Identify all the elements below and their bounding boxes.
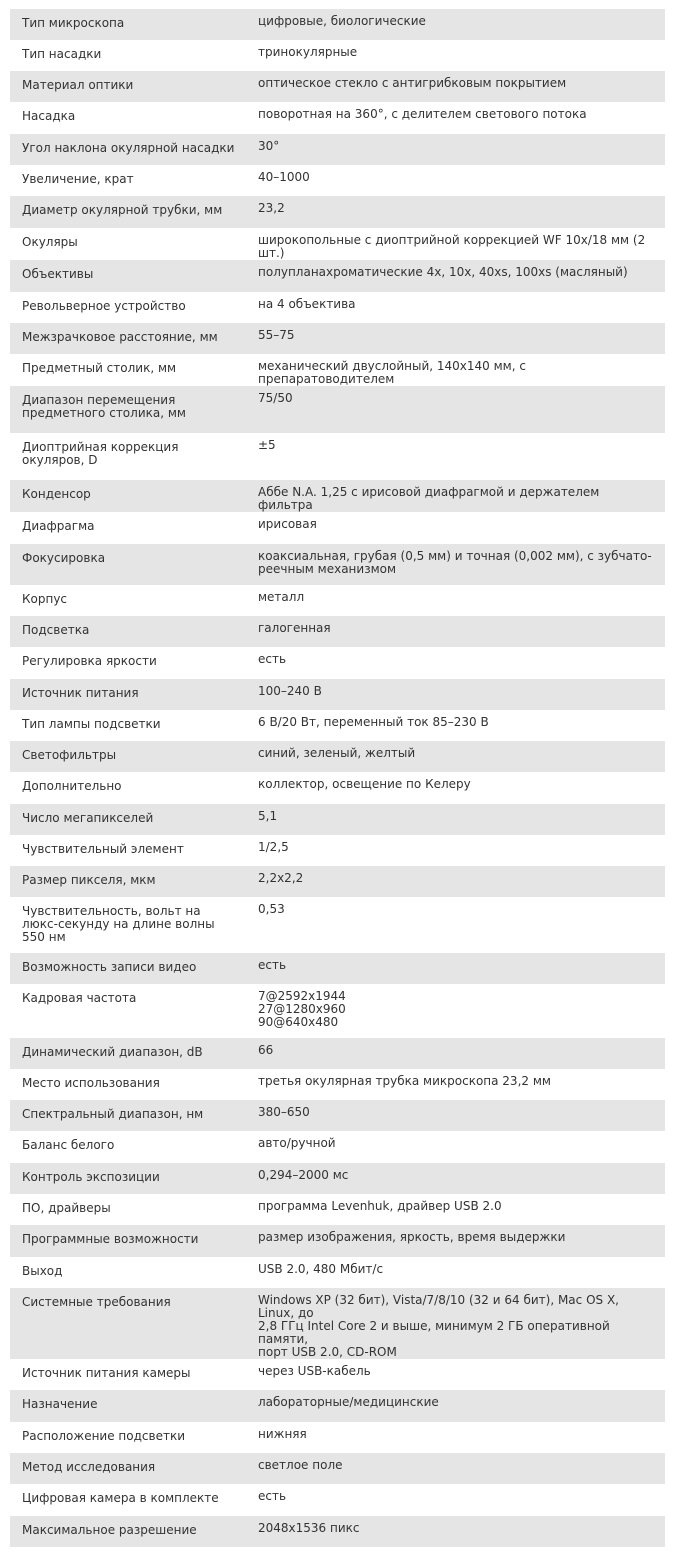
spec-value: 1/2,5 [258,840,289,854]
spec-value: 7@2592x1944 27@1280x960 90@640x480 [258,989,346,1029]
spec-value-cell [247,772,665,804]
spec-label: Выход [22,1264,63,1278]
spec-label-cell [10,679,247,710]
spec-label: Регулировка яркости [22,654,157,668]
spec-label-cell [10,835,247,866]
spec-row [10,1069,665,1100]
spec-row [10,953,665,984]
spec-value: нижняя [258,1427,307,1441]
spec-label: Диафрагма [22,519,95,533]
spec-label-cell [10,897,247,953]
spec-value: 75/50 [258,391,293,405]
spec-value: 55–75 [258,328,295,342]
spec-value: есть [258,1489,287,1503]
spec-label: Баланс белого [22,1138,115,1152]
spec-row [10,228,665,260]
spec-row [10,1516,665,1547]
spec-value: USB 2.0, 480 Мбит/с [258,1262,384,1276]
spec-label: Контроль экспозиции [22,1170,160,1184]
spec-label: Диаметр окулярной трубки, мм [22,203,223,217]
spec-row [10,647,665,679]
spec-label-cell [10,616,247,647]
spec-label: Револьверное устройство [22,299,186,313]
spec-value-cell [247,804,665,835]
spec-row [10,984,665,1038]
spec-row [10,772,665,804]
spec-label-cell [10,1422,247,1453]
spec-value-cell [247,1257,665,1288]
spec-value: ирисовая [258,517,317,531]
spec-row [10,1390,665,1422]
spec-label: Конденсор [22,487,91,501]
spec-value: Windows XP (32 бит), Vista/7/8/10 (32 и 64 бит), Mac OS X, Linux, до 2,8 ГГц Intel Core 2 и выше, минимум 2 ГБ оперативной памяти, порт USB 2.0, CD-ROM [258,1293,619,1359]
spec-label-cell [10,1257,247,1288]
spec-label-cell [10,953,247,984]
spec-label: Размер пикселя, мкм [22,873,156,887]
spec-value-cell [247,1100,665,1131]
spec-label: Тип лампы подсветки [22,717,161,731]
spec-label: Диапазон перемещения предметного столика, мм [22,393,186,420]
spec-label: Корпус [22,592,68,606]
spec-label: Программные возможности [22,1232,199,1246]
spec-label: Расположение подсветки [22,1429,185,1443]
spec-label-cell [10,1163,247,1194]
spec-value-cell [247,953,665,984]
spec-row [10,1163,665,1194]
spec-value: металл [258,590,305,604]
spec-label: Источник питания [22,686,139,700]
spec-row [10,835,665,866]
spec-row [10,260,665,292]
spec-value-cell [247,1194,665,1225]
spec-label: Угол наклона окулярной насадки [22,141,235,155]
spec-label-cell [10,1516,247,1547]
spec-label-cell [10,585,247,616]
spec-row [10,433,665,480]
spec-label: Возможность записи видео [22,960,197,974]
spec-value: 66 [258,1043,274,1057]
spec-row [10,616,665,647]
spec-label: Цифровая камера в комплекте [22,1491,219,1505]
spec-value: авто/ручной [258,1136,336,1150]
spec-row [10,1453,665,1484]
spec-value-cell [247,9,665,40]
spec-value-cell [247,292,665,323]
spec-row [10,1131,665,1163]
spec-label-cell [10,1390,247,1422]
spec-label: Подсветка [22,623,90,637]
spec-value-cell [247,354,665,386]
spec-value: светлое поле [258,1458,343,1472]
specifications-table [10,9,665,1547]
spec-value: ±5 [258,438,276,452]
spec-value-cell [247,1359,665,1390]
spec-label: Окуляры [22,235,78,249]
spec-label: Фокусировка [22,551,106,565]
spec-value: 2048x1536 пикс [258,1521,360,1535]
spec-label-cell [10,134,247,165]
spec-label: Светофильтры [22,748,117,762]
spec-value-cell [247,897,665,953]
spec-label-cell [10,772,247,804]
spec-row [10,102,665,134]
specifications-body [10,9,665,1547]
spec-value: лабораторные/медицинские [258,1395,439,1409]
spec-label-cell [10,710,247,741]
spec-label-cell [10,544,247,585]
spec-row [10,866,665,897]
spec-label-cell [10,1100,247,1131]
spec-value: тринокулярные [258,45,358,59]
spec-value-cell [247,647,665,679]
spec-label-cell [10,196,247,228]
spec-label-cell [10,647,247,679]
spec-label-cell [10,292,247,323]
spec-label: Материал оптики [22,78,134,92]
spec-row [10,710,665,741]
spec-value: поворотная на 360°, с делителем светового потока [258,107,587,121]
spec-row [10,1225,665,1257]
spec-label-cell [10,40,247,71]
spec-label: Источник питания камеры [22,1366,191,1380]
spec-value-cell [247,228,665,260]
spec-label-cell [10,1225,247,1257]
spec-label: Увеличение, крат [22,172,134,186]
spec-value: Аббе N.A. 1,25 с ирисовой диафрагмой и держателем фильтра [258,485,600,512]
spec-label: Межзрачковое расстояние, мм [22,330,218,344]
spec-label-cell [10,1194,247,1225]
spec-label-cell [10,71,247,102]
spec-label-cell [10,1359,247,1390]
spec-label-cell [10,433,247,480]
spec-value-cell [247,480,665,512]
spec-value: широкопольные с диоптрийной коррекцией WF 10x/18 мм (2 шт.) [258,233,646,260]
spec-value: 380–650 [258,1105,310,1119]
spec-label: Дополнительно [22,779,122,793]
spec-value-cell [247,512,665,544]
spec-value: программа Levenhuk, драйвер USB 2.0 [258,1199,502,1213]
spec-row [10,897,665,953]
spec-label-cell [10,260,247,292]
spec-value-cell [247,165,665,196]
spec-label-cell [10,1288,247,1359]
spec-value: оптическое стекло с антигрибковым покрытием [258,76,567,90]
spec-value-cell [247,1038,665,1069]
spec-value: 30° [258,139,280,153]
spec-value: 2,2x2,2 [258,871,304,885]
spec-label-cell [10,866,247,897]
spec-label-cell [10,228,247,260]
spec-value-cell [247,679,665,710]
spec-label: Диоптрийная коррекция окуляров, D [22,440,179,467]
spec-row [10,1038,665,1069]
spec-label: Место использования [22,1076,160,1090]
spec-label: Тип микроскопа [22,16,125,30]
spec-value: полупланахроматические 4x, 10x, 40xs, 100xs (масляный) [258,265,628,279]
spec-value: механический двуслойный, 140x140 мм, с препаратоводителем [258,359,526,386]
spec-value-cell [247,1163,665,1194]
spec-value-cell [247,1484,665,1516]
spec-value: есть [258,958,287,972]
spec-label-cell [10,386,247,433]
spec-value-cell [247,196,665,228]
spec-value: размер изображения, яркость, время выдержки [258,1230,566,1244]
spec-value: 40–1000 [258,170,310,184]
spec-value: синий, зеленый, желтый [258,746,416,760]
spec-value: галогенная [258,621,331,635]
spec-row [10,196,665,228]
spec-value: коаксиальная, грубая (0,5 мм) и точная (0,002 мм), с зубчато- реечным механизмом [258,549,652,576]
spec-row [10,512,665,544]
spec-row [10,71,665,102]
spec-row [10,40,665,71]
spec-row [10,1484,665,1516]
spec-label-cell [10,804,247,835]
spec-row [10,1422,665,1453]
spec-value: 100–240 В [258,684,322,698]
spec-value: 23,2 [258,201,285,215]
spec-label-cell [10,1484,247,1516]
spec-label-cell [10,480,247,512]
spec-value-cell [247,984,665,1038]
spec-row [10,134,665,165]
spec-value-cell [247,1288,665,1359]
spec-row [10,1100,665,1131]
spec-label: Насадка [22,109,76,123]
spec-value: коллектор, освещение по Келеру [258,777,471,791]
spec-value-cell [247,323,665,354]
spec-row [10,9,665,40]
spec-value: через USB-кабель [258,1364,371,1378]
spec-value: 5,1 [258,809,278,823]
spec-label-cell [10,102,247,134]
spec-row [10,354,665,386]
spec-label: Динамический диапазон, dB [22,1045,203,1059]
spec-value-cell [247,134,665,165]
spec-row [10,679,665,710]
spec-row [10,741,665,772]
spec-row [10,1194,665,1225]
spec-value-cell [247,741,665,772]
spec-value: есть [258,652,287,666]
spec-label: Чувствительный элемент [22,842,184,856]
spec-value-cell [247,585,665,616]
spec-value-cell [247,1453,665,1484]
spec-label: Чувствительность, вольт на люкс-секунду на длине волны 550 нм [22,904,215,944]
spec-label: Кадровая частота [22,991,137,1005]
spec-value-cell [247,544,665,585]
spec-value-cell [247,1422,665,1453]
spec-label: Системные требования [22,1295,171,1309]
spec-value: 0,294–2000 мс [258,1168,349,1182]
spec-label: Назначение [22,1397,98,1411]
spec-value-cell [247,1131,665,1163]
spec-value-cell [247,71,665,102]
spec-value: 6 В/20 Вт, переменный ток 85–230 В [258,715,489,729]
spec-label-cell [10,512,247,544]
spec-value-cell [247,1225,665,1257]
spec-row [10,480,665,512]
spec-label: ПО, драйверы [22,1201,111,1215]
spec-value-cell [247,616,665,647]
spec-label: Тип насадки [22,47,102,61]
spec-value: цифровые, биологические [258,14,426,28]
spec-row [10,323,665,354]
spec-label-cell [10,165,247,196]
spec-row [10,544,665,585]
spec-row [10,1288,665,1359]
spec-label: Метод исследования [22,1460,156,1474]
spec-row [10,292,665,323]
spec-value-cell [247,40,665,71]
spec-label: Число мегапикселей [22,811,154,825]
spec-label: Спектральный диапазон, нм [22,1107,204,1121]
spec-row [10,165,665,196]
spec-label-cell [10,1131,247,1163]
spec-label-cell [10,984,247,1038]
spec-row [10,386,665,433]
spec-label-cell [10,354,247,386]
spec-row [10,1257,665,1288]
spec-row [10,585,665,616]
spec-label-cell [10,1453,247,1484]
spec-label: Предметный столик, мм [22,361,177,375]
spec-value-cell [247,386,665,433]
spec-label: Максимальное разрешение [22,1523,197,1537]
spec-value: третья окулярная трубка микроскопа 23,2 мм [258,1074,551,1088]
spec-value-cell [247,260,665,292]
spec-row [10,804,665,835]
spec-label-cell [10,1038,247,1069]
spec-value-cell [247,433,665,480]
spec-value-cell [247,1516,665,1547]
spec-label-cell [10,1069,247,1100]
spec-value-cell [247,710,665,741]
spec-value-cell [247,1390,665,1422]
spec-value-cell [247,835,665,866]
spec-value: 0,53 [258,902,285,916]
spec-label: Объективы [22,267,94,281]
spec-value: на 4 объектива [258,297,356,311]
spec-row [10,1359,665,1390]
spec-value-cell [247,1069,665,1100]
spec-label-cell [10,741,247,772]
spec-label-cell [10,9,247,40]
spec-value-cell [247,866,665,897]
spec-label-cell [10,323,247,354]
spec-value-cell [247,102,665,134]
